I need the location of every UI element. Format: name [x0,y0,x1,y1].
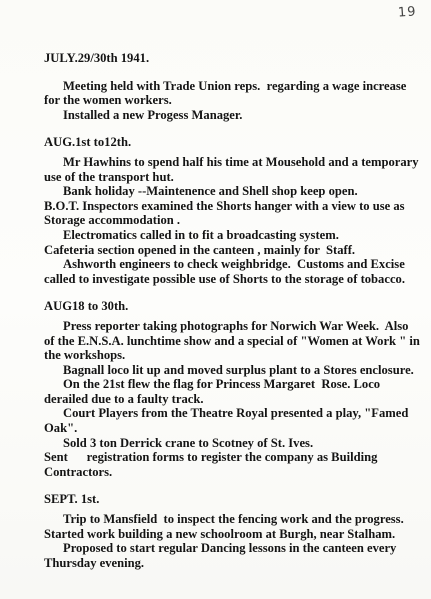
entry-date: SEPT. 1st. [44,492,100,507]
entry-paragraph: Sent registration forms to register the company as Building Contractors. [44,450,381,479]
entry-date: AUG18 to 30th. [44,299,129,314]
entry-paragraph: Bank holiday --Maintenence and Shell shop keep open. [63,184,358,199]
entry-date: AUG.1st to12th. [44,135,132,150]
document-body [44,51,422,583]
entry-paragraph: Trip to Mansfield to inspect the fencing work and the progress. Started work building a new schoolroom at Burgh, near Stalham. [44,512,411,541]
diary-entry [44,492,422,570]
entry-paragraph: Proposed to start regular Dancing lessons in the canteen every Thursday evening. [44,541,400,570]
page-number: 19 [397,4,418,21]
entry-paragraph: Mr Hawhins to spend half his time at Mousehold and a temporary use of the transport hut. [44,154,422,184]
entry-date: JULY.29/30th 1941. [44,51,150,65]
entry-paragraph: Electromatics called in to fit a broadcasting system. [63,227,339,242]
entry-paragraph: Meeting held with Trade Union reps. regarding a wage increase for the women workers. [44,78,410,108]
diary-entry [44,135,422,286]
entry-paragraph: Press reporter taking photographs for Norwich War Week. Also of the E.N.S.A. lunchtime show and a special of "Women at Work " in the workshops. [44,318,424,363]
entry-paragraph: Ashworth engineers to check weighbridge. Customs and Excise called to investigate possible use of Shorts to the storage of tobacco. [44,257,408,286]
diary-entry [44,51,422,122]
entry-paragraph: Bagnall loco lit up and moved surplus plant to a Stores enclosure. [63,362,414,377]
entry-paragraph: Court Players from the Theatre Royal presented a play, "Famed Oak". [44,406,412,436]
entry-paragraph: Sold 3 ton Derrick crane to Scotney of St. Ives. [63,435,314,450]
entry-paragraph: Installed a new Progess Manager. [63,107,243,122]
entry-paragraph: B.O.T. Inspectors examined the Shorts hanger with a view to use as Storage accommodation . [44,198,408,228]
diary-entry [44,299,422,479]
entry-paragraph: Cafeteria section opened in the canteen , mainly for Staff. [44,242,356,257]
entry-paragraph: On the 21st flew the flag for Princess Margaret Rose. Loco derailed due to a faulty track. [44,377,384,406]
